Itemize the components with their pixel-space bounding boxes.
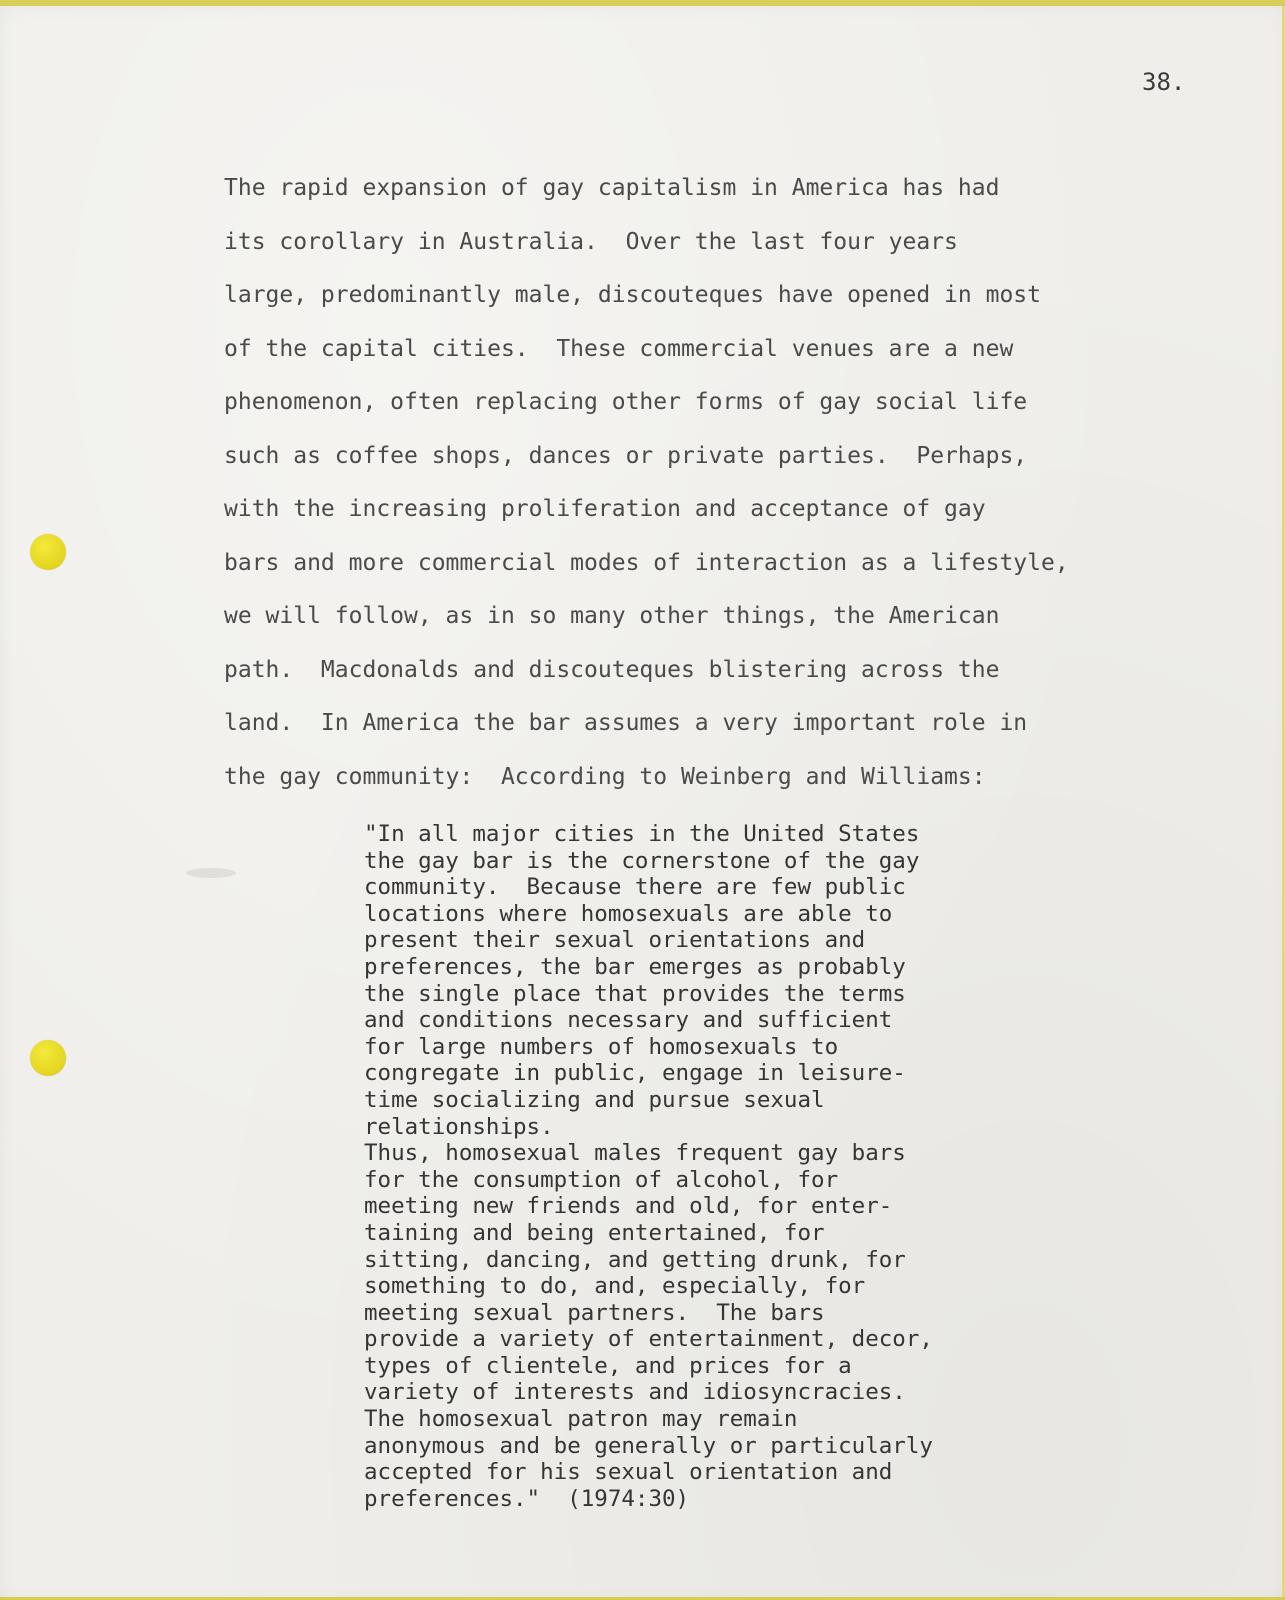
text-line: land. In America the bar assumes a very important role in	[224, 710, 1028, 736]
body-paragraph	[224, 162, 1204, 804]
quote-line: congregate in public, engage in leisure-	[364, 1060, 906, 1087]
punch-hole-icon	[30, 534, 66, 570]
text-line: such as coffee shops, dances or private parties. Perhaps,	[224, 442, 1028, 469]
quote-line: time socializing and pursue sexual	[364, 1086, 825, 1113]
text-line: large, predominantly male, discouteques have opened in most	[224, 282, 1041, 308]
quote-line: preferences, the bar emerges as probably	[364, 953, 906, 980]
text-line: its corollary in Australia. Over the last four years	[224, 228, 958, 255]
quote-line: and conditions necessary and sufficient	[364, 1007, 893, 1034]
quote-line: the single place that provides the terms	[364, 980, 906, 1007]
quote-line: "In all major cities in the United States	[364, 821, 920, 847]
text-line: bars and more commercial modes of interaction as a lifestyle,	[224, 549, 1069, 576]
quote-line: meeting sexual partners. The bars	[364, 1299, 825, 1326]
quote-line: relationships.	[364, 1113, 554, 1140]
quote-line: community. Because there are few public	[364, 874, 906, 901]
quote-line: preferences." (1974:30)	[364, 1485, 690, 1512]
quote-line: for the consumption of alcohol, for	[364, 1166, 839, 1193]
quote-line: present their sexual orientations and	[364, 927, 866, 954]
quote-line: Thus, homosexual males frequent gay bars	[364, 1140, 906, 1167]
quote-line: something to do, and, especially, for	[364, 1273, 866, 1300]
quote-line: meeting new friends and old, for enter-	[364, 1193, 893, 1220]
quote-line: types of clientele, and prices for a	[364, 1352, 852, 1379]
text-line: we will follow, as in so many other things, the American	[224, 603, 1000, 629]
quote-line: anonymous and be generally or particularly	[364, 1432, 933, 1459]
quote-line: the gay bar is the cornerstone of the gay	[364, 847, 920, 874]
text-line: path. Macdonalds and discouteques blistering across the	[224, 656, 1000, 683]
quote-line: for large numbers of homosexuals to	[364, 1033, 839, 1060]
punch-hole-icon	[30, 1040, 66, 1076]
quote-line: accepted for his sexual orientation and	[364, 1459, 893, 1486]
quote-line: variety of interests and idiosyncracies.	[364, 1379, 906, 1406]
page-number: 38.	[1142, 68, 1186, 96]
text-line: The rapid expansion of gay capitalism in America has had	[224, 175, 1000, 201]
text-line: the gay community: According to Weinberg and Williams:	[224, 763, 986, 790]
quote-line: The homosexual patron may remain	[364, 1406, 798, 1433]
text-line: with the increasing proliferation and acceptance of gay	[224, 496, 986, 522]
block-quote	[364, 821, 1084, 1512]
quote-line: taining and being entertained, for	[364, 1219, 825, 1246]
document-page	[0, 6, 1285, 1600]
quote-line: locations where homosexuals are able to	[364, 900, 893, 927]
paper-smudge	[186, 868, 236, 878]
text-line: phenomenon, often replacing other forms of gay social life	[224, 389, 1028, 415]
text-line: of the capital cities. These commercial venues are a new	[224, 335, 1014, 362]
quote-line: provide a variety of entertainment, decor,	[364, 1326, 933, 1353]
quote-line: sitting, dancing, and getting drunk, for	[364, 1246, 906, 1273]
